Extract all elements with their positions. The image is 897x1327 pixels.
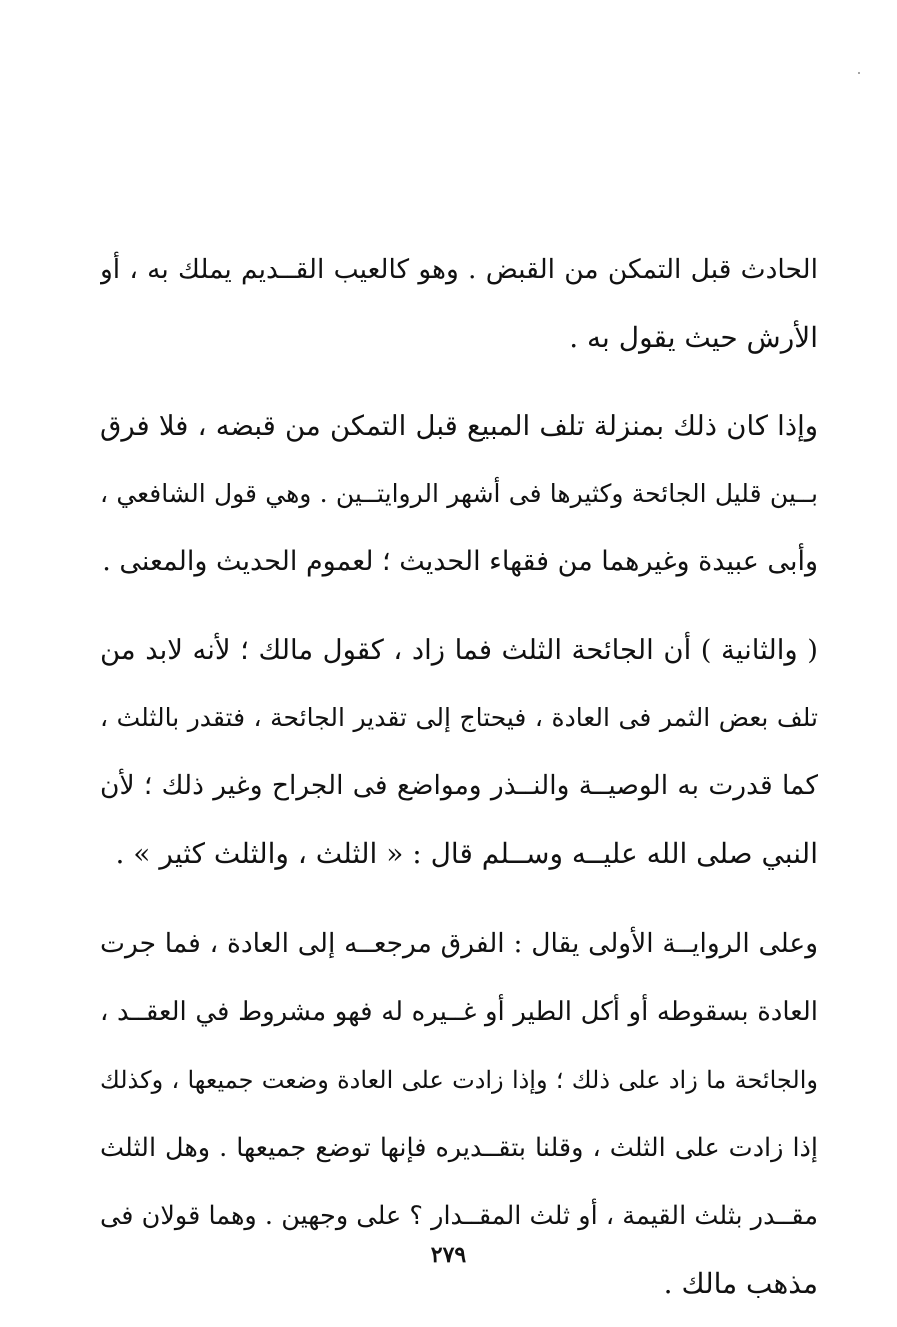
text-line: مذهب مالك . — [663, 1267, 818, 1300]
text-line: إذا زادت على الثلث ، وقلنا بتقــديره فإنها توضع جميعها . وهل الثلث — [100, 1133, 818, 1163]
text-line: الحادث قبل التمكن من القبض . وهو كالعيب القــديم يملك به ، أو — [100, 254, 818, 285]
text-line: ( والثانية ) أن الجائحة الثلث فما زاد ، كقول مالك ؛ لأنه لابد من — [100, 634, 818, 666]
scan-speck — [858, 72, 860, 74]
text-line: بــين قليل الجائحة وكثيرها فى أشهر الروايتــين . وهي قول الشافعي ، — [100, 479, 818, 508]
text-line: الأرش حيث يقول به . — [569, 321, 818, 354]
paragraph-2 — [100, 392, 818, 596]
body-text — [100, 236, 818, 1318]
text-line: وعلى الروايــة الأولى يقال : الفرق مرجعــه إلى العادة ، فما جرت — [100, 928, 818, 959]
page-number: ٢٧٩ — [430, 1242, 467, 1268]
text-line: النبي صلى الله عليــه وســلم قال : « الثلث ، والثلث كثير » . — [115, 837, 818, 870]
paragraph-3 — [100, 616, 818, 888]
paragraph-1 — [100, 236, 818, 372]
text-line: تلف بعض الثمر فى العادة ، فيحتاج إلى تقدير الجائحة ، فتقدر بالثلث ، — [100, 703, 818, 732]
text-line: العادة بسقوطه أو أكل الطير أو غــيره له فهو مشروط في العقــد ، — [100, 997, 818, 1027]
text-line: كما قدرت به الوصيــة والنــذر ومواضع فى الجراح وغير ذلك ؛ لأن — [100, 770, 818, 801]
text-line: وأبى عبيدة وغيرهما من فقهاء الحديث ؛ لعموم الحديث والمعنى . — [102, 546, 818, 577]
text-line: والجائحة ما زاد على ذلك ؛ وإذا زادت على العادة وضعت جميعها ، وكذلك — [100, 1066, 818, 1094]
text-line: وإذا كان ذلك بمنزلة تلف المبيع قبل التمكن من قبضه ، فلا فرق — [100, 410, 818, 442]
text-line: مقــدر بثلث القيمة ، أو ثلث المقــدار ؟ على وجهين . وهما قولان فى — [100, 1201, 818, 1231]
